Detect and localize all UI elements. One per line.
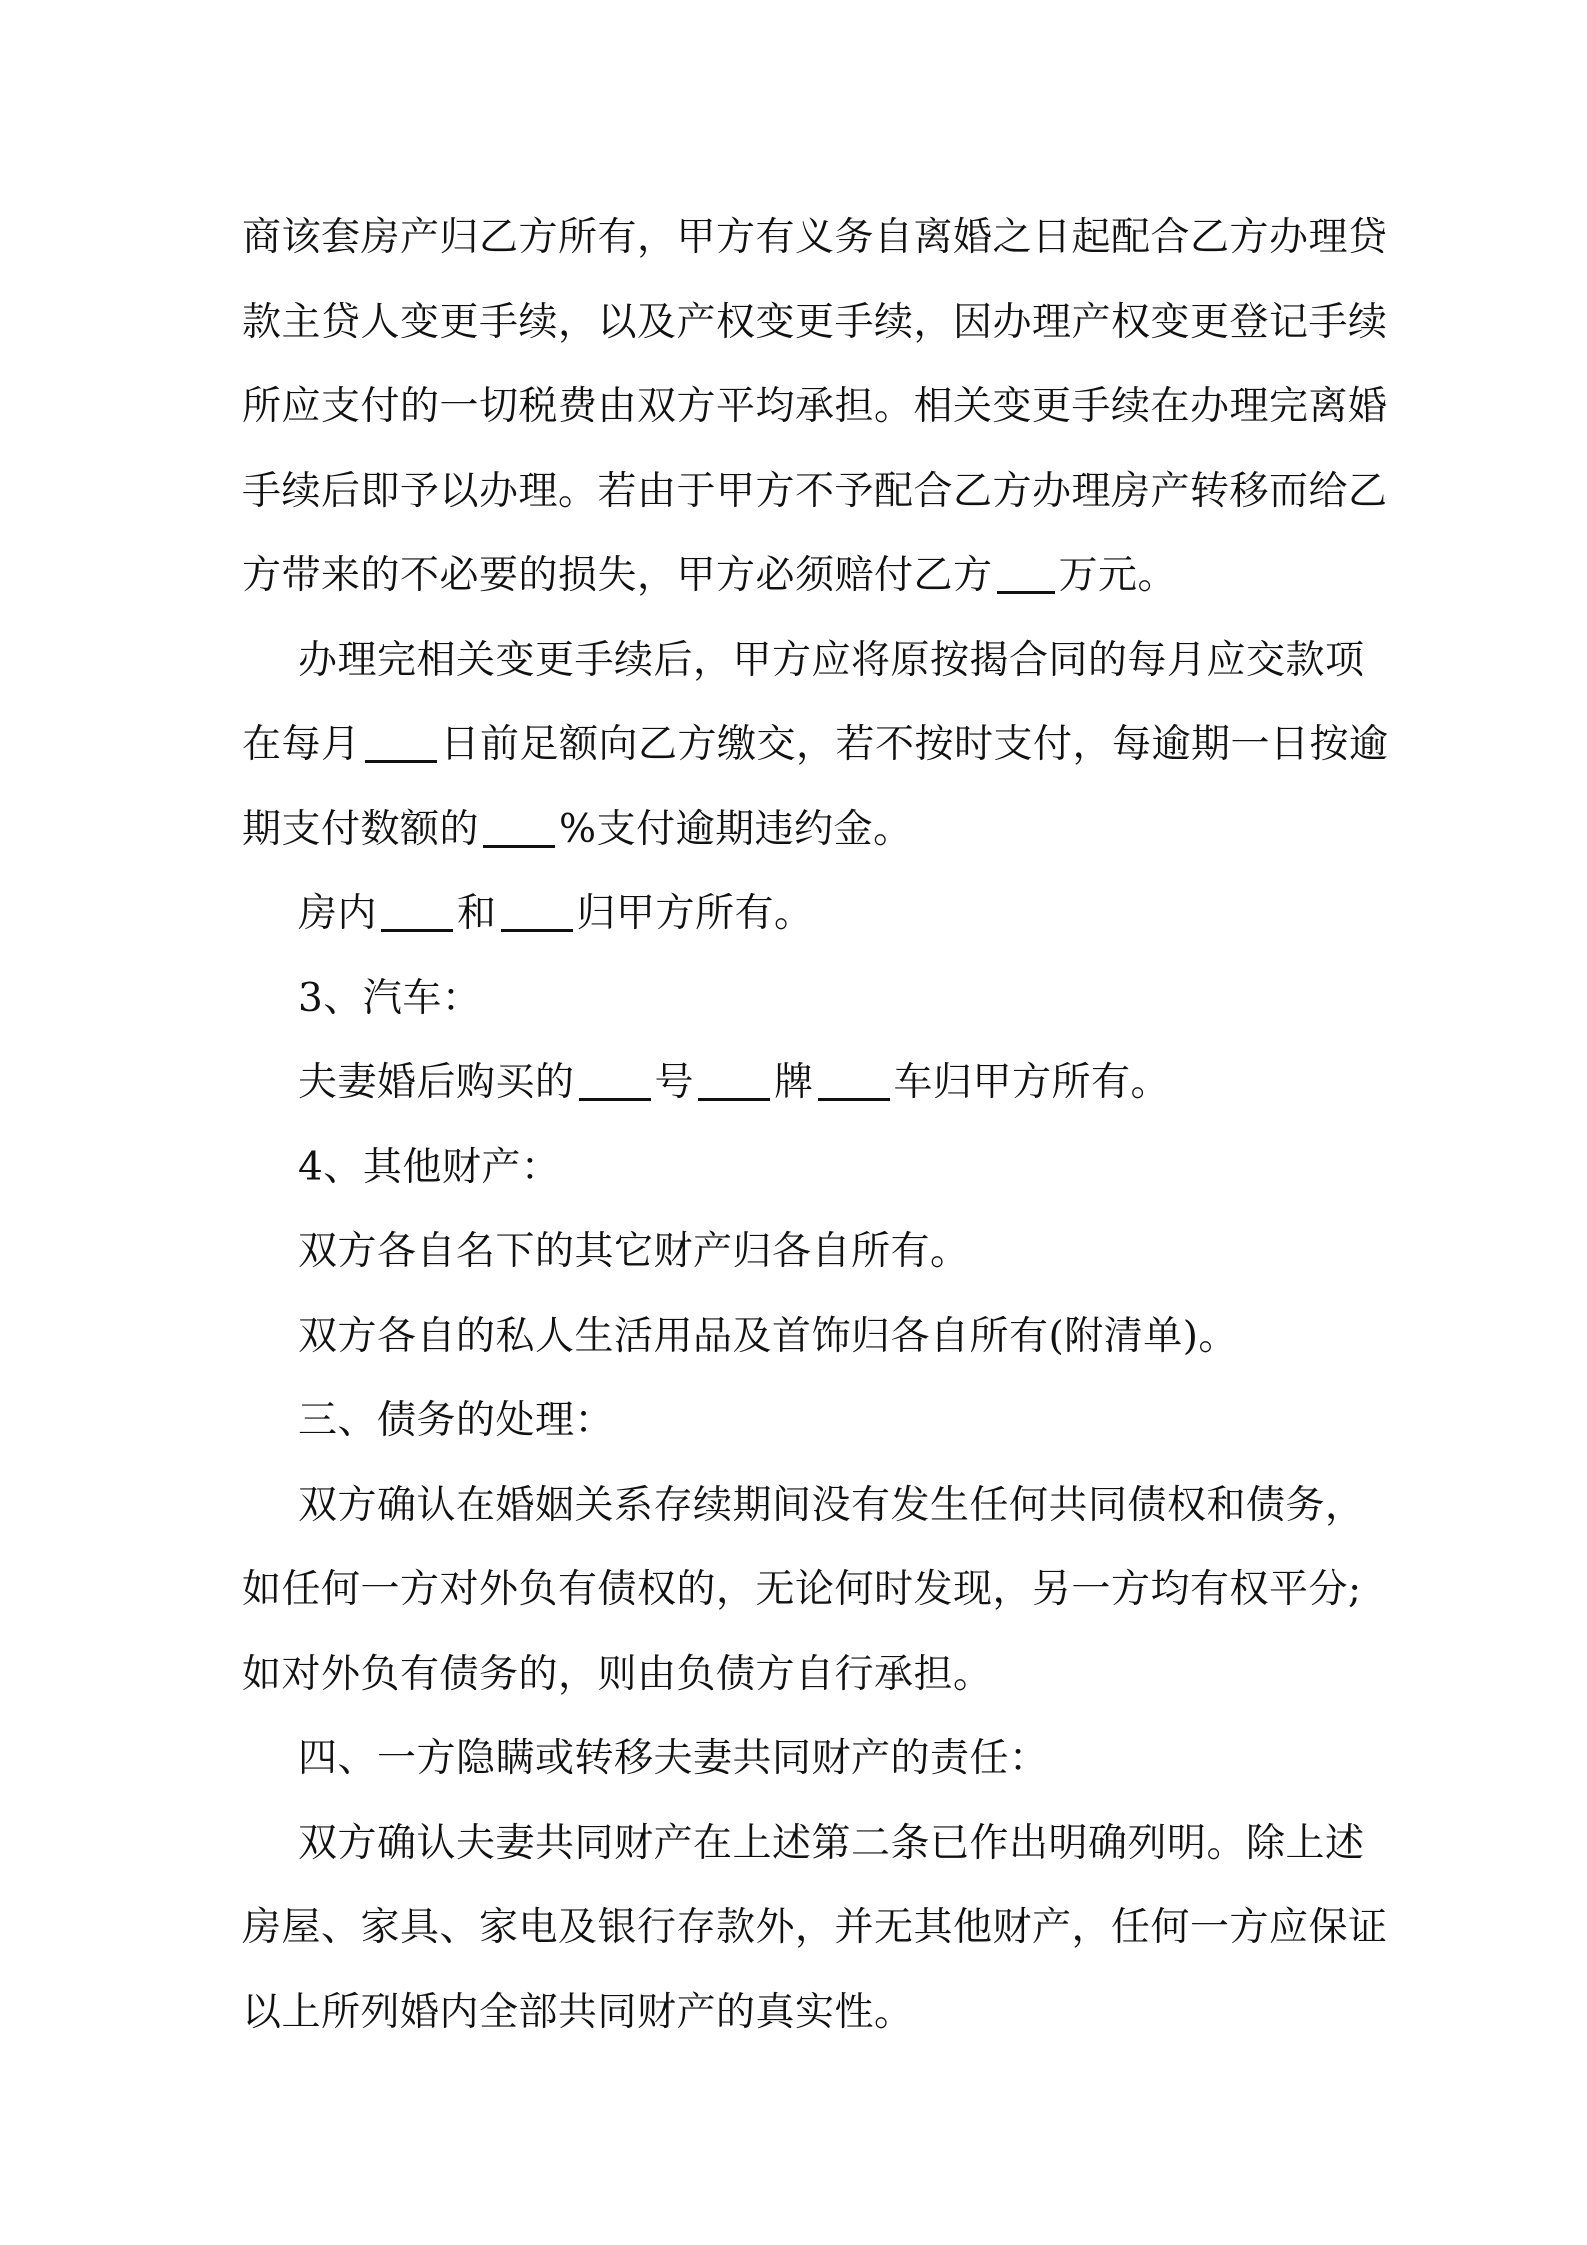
text-run: 期支付数额的 (242, 806, 480, 852)
text-run: 号 (654, 1060, 695, 1105)
fill-in-blank (483, 811, 555, 848)
text-run: 手续后即予以办理。若由于甲方不予配合乙方办理房产转移而给乙 (242, 468, 1388, 514)
text-line (242, 534, 1357, 619)
text-line (242, 1886, 1388, 1971)
text-run: 款主贷人变更手续，以及产权变更手续，因办理产权变更登记手续 (242, 299, 1388, 345)
text-line (242, 196, 1388, 281)
text-run: 房屋、家具、家电及银行存款外，并无其他财产，任何一方应保证 (242, 1905, 1388, 1950)
document-body (242, 196, 1389, 2055)
text-line (242, 1295, 1357, 1380)
text-line (242, 788, 1357, 873)
text-run: 方带来的不必要的损失，甲方必须赔付乙方 (242, 553, 993, 598)
text-run: 日前足额向乙方缴交，若不按时支付，每逾期一日按逾 (440, 722, 1389, 767)
text-line (242, 365, 1388, 450)
section-heading (242, 1126, 1357, 1211)
section-heading (242, 1379, 1357, 1464)
text-line (242, 1041, 1357, 1126)
fill-in-blank (381, 895, 453, 932)
text-run: 三、债务的处理： (298, 1398, 615, 1443)
text-run: 万元。 (1058, 553, 1178, 598)
text-run: %支付逾期违约金。 (559, 806, 913, 852)
text-run: 牌 (774, 1060, 814, 1105)
text-line (242, 1464, 1365, 1549)
text-run: 车归甲方所有。 (893, 1060, 1171, 1105)
text-line (242, 619, 1365, 704)
text-line (242, 703, 1389, 788)
text-run: 3、汽车： (298, 975, 482, 1021)
fill-in-blank (997, 557, 1055, 594)
section-heading (242, 1717, 1357, 1802)
section-heading (242, 957, 1357, 1042)
text-line (242, 1633, 1357, 1718)
text-run: 四、一方隐瞒或转移夫妻共同财产的责任： (298, 1736, 1049, 1781)
text-run: 在每月 (242, 722, 361, 767)
fill-in-blank (698, 1064, 770, 1101)
text-run: 办理完相关变更手续后，甲方应将原按揭合同的每月应交款项 (298, 637, 1365, 683)
fill-in-blank (501, 895, 573, 932)
fill-in-blank (365, 726, 437, 763)
text-line (242, 1971, 1357, 2056)
text-line (242, 872, 1357, 957)
fill-in-blank (818, 1064, 890, 1101)
text-run: 双方确认在婚姻关系存续期间没有发生任何共同债权和债务， (298, 1482, 1365, 1528)
text-run: 如任何一方对外负有债权的，无论何时发现，另一方均有权平分; (242, 1567, 1362, 1612)
text-run: 和 (457, 891, 497, 936)
text-run: 4、其他财产： (298, 1144, 561, 1190)
text-line (242, 1802, 1365, 1887)
text-run: 所应支付的一切税费由双方平均承担。相关变更手续在办理完离婚 (242, 384, 1388, 429)
text-run: 房内 (298, 891, 378, 936)
text-line (242, 1548, 1362, 1633)
text-run: 双方确认夫妻共同财产在上述第二条已作出明确列明。除上述 (298, 1820, 1365, 1866)
text-run: 双方各自名下的其它财产归各自所有。 (298, 1229, 970, 1274)
text-run: 如对外负有债务的，则由负债方自行承担。 (242, 1651, 993, 1697)
text-run: 归甲方所有。 (576, 891, 814, 936)
text-line (242, 450, 1388, 535)
text-run: 以上所列婚内全部共同财产的真实性。 (242, 1989, 914, 2035)
text-line (242, 1210, 1357, 1295)
text-run: 夫妻婚后购买的 (298, 1060, 575, 1105)
fill-in-blank (579, 1064, 651, 1101)
text-run: 双方各自的私人生活用品及首饰归各自所有(附清单)。 (298, 1313, 1238, 1359)
text-run: 商该套房产归乙方所有，甲方有义务自离婚之日起配合乙方办理贷 (242, 215, 1388, 260)
text-line (242, 281, 1388, 366)
